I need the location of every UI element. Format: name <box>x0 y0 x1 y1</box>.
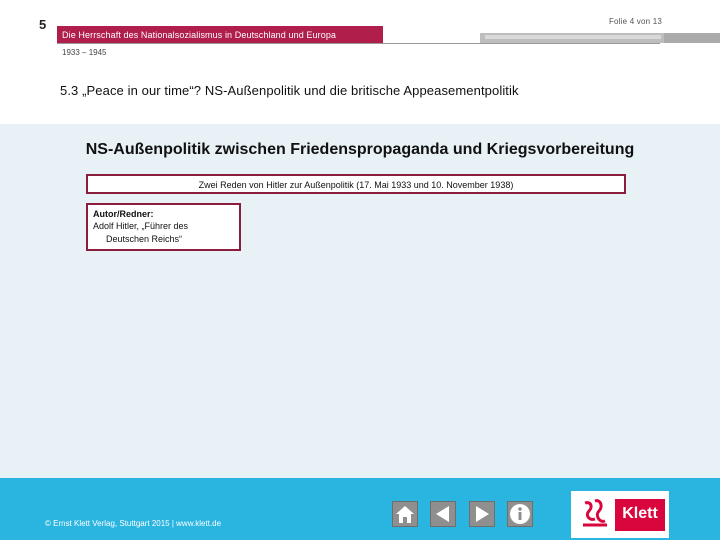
info-icon <box>508 502 532 526</box>
klett-logo <box>571 491 669 538</box>
author-box <box>86 203 241 251</box>
arrow-left-icon <box>431 502 455 526</box>
header-divider <box>57 43 660 44</box>
subtitle-text: Zwei Reden von Hitler zur Außenpolitik (17. Mai 1933 und 10. November 1938) <box>198 180 514 190</box>
author-line-1: Adolf Hitler, „Führer des <box>93 221 189 231</box>
period-label: 1933 – 1945 <box>62 48 107 57</box>
content-heading: NS-Außenpolitik zwischen Friedenspropaganda und Kriegsvorbereitung <box>85 141 635 158</box>
chapter-number: 5 <box>39 17 47 32</box>
slide-counter: Folie 4 von 13 <box>608 17 662 26</box>
section-title: 5.3 „Peace in our time“? NS-Außenpolitik und die britische Appeasementpolitik <box>60 83 519 98</box>
series-title: Die Herrschaft des Nationalsozialismus in Deutschland und Europa <box>62 30 337 40</box>
klett-logo-mark-icon <box>575 495 615 535</box>
copyright-text: © Ernst Klett Verlag, Stuttgart 2015 | www.klett.de <box>45 519 222 528</box>
next-button[interactable] <box>469 501 495 527</box>
author-label: Autor/Redner: <box>93 209 154 219</box>
klett-logo-text: Klett <box>622 505 658 522</box>
footer <box>0 478 720 540</box>
klett-logo-box <box>615 499 665 531</box>
content-area <box>0 124 720 478</box>
subtitle-box <box>86 174 626 194</box>
author-line-2: Deutschen Reichs“ <box>106 234 183 244</box>
header-rule-right-inner <box>485 35 661 39</box>
previous-button[interactable] <box>430 501 456 527</box>
header-gray-block <box>664 33 720 43</box>
home-button[interactable] <box>392 501 418 527</box>
home-icon <box>393 502 417 526</box>
info-button[interactable] <box>507 501 533 527</box>
arrow-right-icon <box>470 502 494 526</box>
